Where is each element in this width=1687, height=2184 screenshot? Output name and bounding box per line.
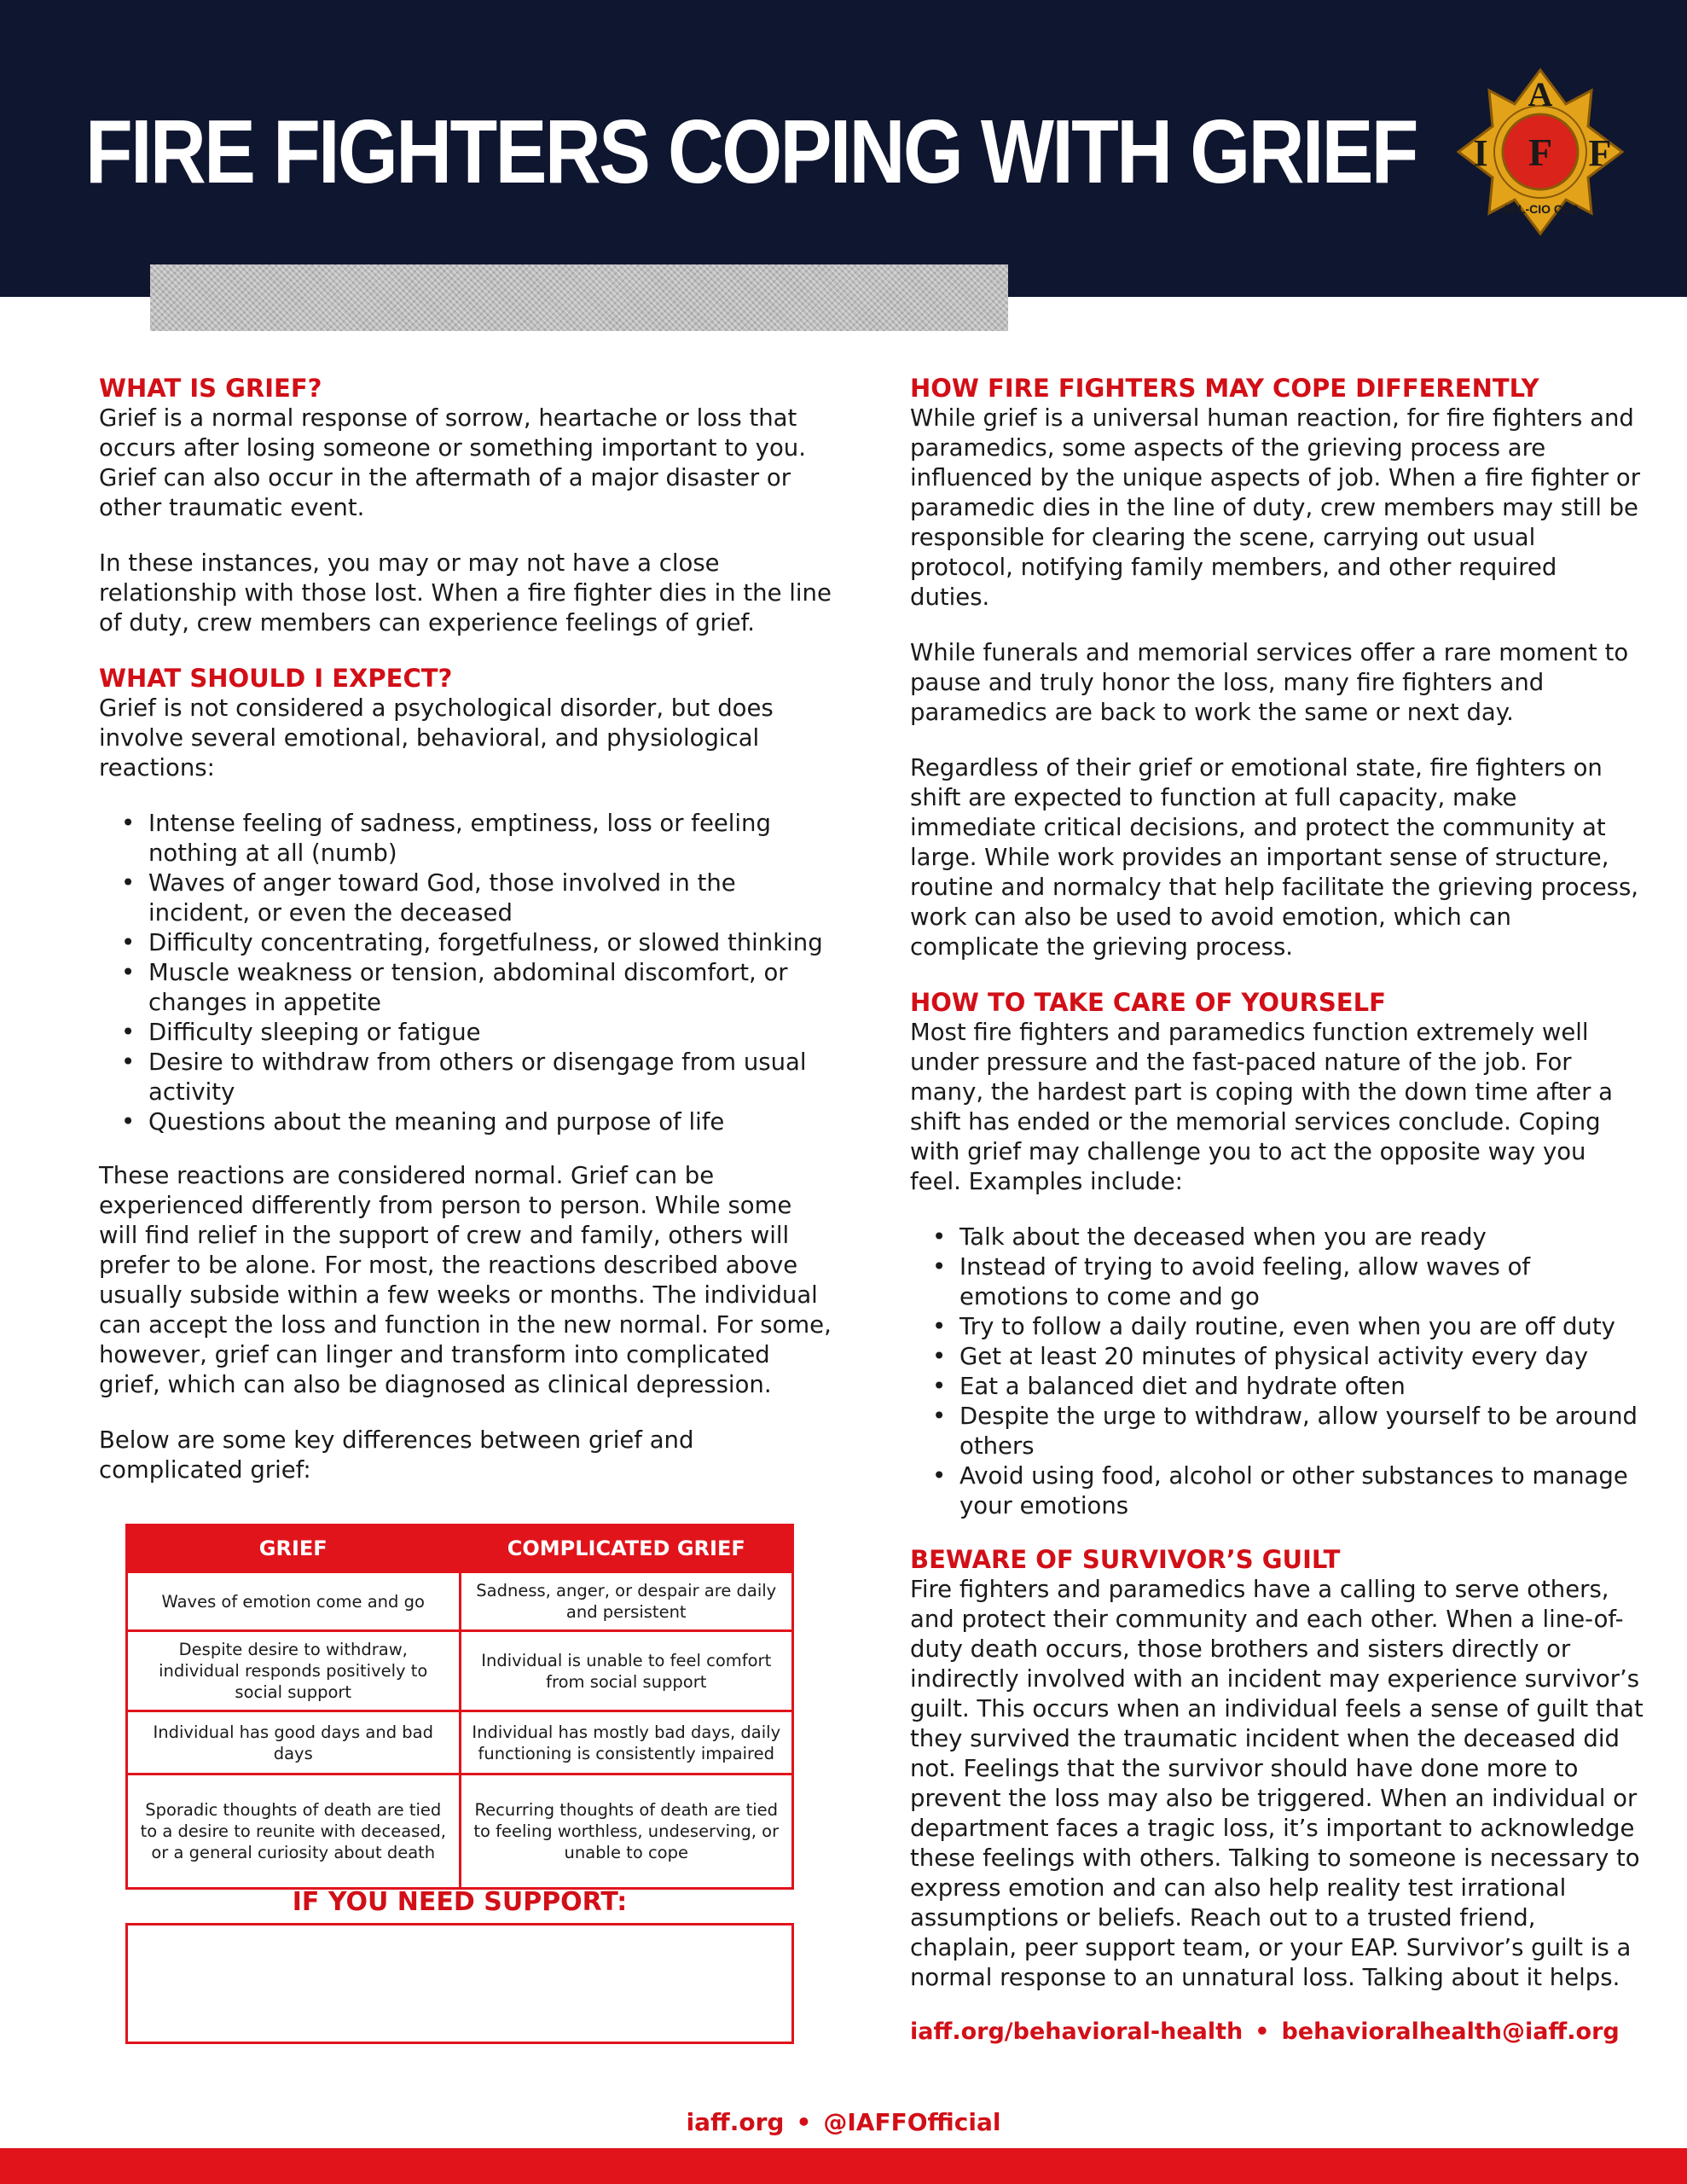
table-cell: Despite desire to withdraw, individual responds positively to social support: [127, 1631, 461, 1711]
table-cell: Individual has good days and bad days: [127, 1711, 461, 1774]
table-header-row: [127, 1525, 793, 1572]
list-item: • Difficulty concentrating, forgetfulness, or slowed thinking: [148, 928, 832, 958]
list-item: • Get at least 20 minutes of physical activity every day: [959, 1342, 1644, 1372]
list-item: • Questions about the meaning and purpose of life: [148, 1107, 832, 1137]
list-item: • Intense feeling of sadness, emptiness, loss or feeling nothing at all (numb): [148, 809, 832, 868]
iaff-logo: [1441, 53, 1639, 251]
list-item: • Desire to withdraw from others or disengage from usual activity: [148, 1048, 832, 1107]
right-column: [910, 374, 1644, 2018]
table-cell: Sadness, anger, or despair are daily and persistent: [460, 1572, 793, 1631]
table-cell: Waves of emotion come and go: [127, 1572, 461, 1631]
list-item: • Try to follow a daily routine, even when you are off duty: [959, 1312, 1644, 1342]
left-column: [99, 374, 832, 1511]
table-cell: Individual has mostly bad days, daily functioning is consistently impaired: [460, 1711, 793, 1774]
list-item: • Waves of anger toward God, those involved in the incident, or even the deceased: [148, 868, 832, 928]
paragraph: Grief is a normal response of sorrow, heartache or loss that occurs after losing someone or something important to you. Grief can also occur in the aftermath of a major disaster or other traumatic event.: [99, 404, 806, 521]
svg-text:F: F: [1528, 131, 1553, 174]
paragraph: Grief is not considered a psychological disorder, but does involve several emotional, behavioral, and physiological reactions:: [99, 694, 774, 781]
table-row: [127, 1774, 793, 1889]
footer-bar: [0, 2148, 1687, 2184]
list-item: • Despite the urge to withdraw, allow yourself to be around others: [959, 1402, 1644, 1461]
table-row: [127, 1631, 793, 1711]
list-item: • Avoid using food, alcohol or other substances to manage your emotions: [959, 1461, 1644, 1521]
table-header-complicated-grief: COMPLICATED GRIEF: [460, 1525, 793, 1572]
heading-cope-differently: HOW FIRE FIGHTERS MAY COPE DIFFERENTLY: [910, 374, 1539, 403]
paragraph: Most fire fighters and paramedics function extremely well under pressure and the fast-paced nature of the job. For many, the hardest part is coping with the down time after a shift has ended or the memorial services conclude. Coping with grief may challenge you to act the opposite way you feel. Examples include:: [910, 1019, 1613, 1195]
separator-dot: •: [1255, 2018, 1270, 2045]
grief-comparison-table: [125, 1524, 794, 1890]
page-title: FIRE FIGHTERS COPING WITH GRIEF: [85, 102, 1417, 202]
heading-what-should-i-expect: WHAT SHOULD I EXPECT?: [99, 664, 453, 693]
paragraph: These reactions are considered normal. Grief can be experienced differently from person to person. While some will find relief in the support of crew and family, others will prefer to be alone. For most, the reactions described above usually subside within a few weeks or months. The individual can accept the loss and function in the new normal. For some, however, grief can linger and transform into complicated grief, which can also be diagnosed as clinical depression.: [99, 1162, 832, 1398]
contact-links: [910, 2017, 1644, 2048]
list-item: • Eat a balanced diet and hydrate often: [959, 1372, 1644, 1402]
paragraph: Fire fighters and paramedics have a calling to serve others, and protect their community and each other. When a line-of-duty death occurs, those brothers and sisters directly or indirectly involved with an incident may experience survivor’s guilt. This occurs when an individual feels a sense of guilt that they survived the traumatic incident when the deceased did not. Feelings that the survivor should have done more to prevent the loss may also be triggered. When an individual or department faces a tragic loss, it’s important to acknowledge these feelings with others. Talking to someone is necessary to express emotion and can also help reality test irrational assumptions or beliefs. Reach out to a trusted friend, chaplain, peer support team, or your EAP. Survivor’s guilt is a normal response to an unnatural loss. Talking about it helps.: [910, 1576, 1644, 1991]
paragraph: Regardless of their grief or emotional state, fire fighters on shift are expected to function at full capacity, make immediate critical decisions, and protect the community at large. While work provides an important sense of structure, routine and normalcy that help facilitate the grieving process, work can also be used to avoid emotion, which can complicate the grieving process.: [910, 754, 1639, 961]
social-handle-link[interactable]: @IAFFOfficial: [823, 2108, 1001, 2136]
email-link[interactable]: behavioralhealth@iaff.org: [1281, 2018, 1620, 2045]
self-care-list: [910, 1223, 1644, 1521]
list-item: • Difficulty sleeping or fatigue: [148, 1018, 832, 1048]
heading-take-care-of-yourself: HOW TO TAKE CARE OF YOURSELF: [910, 988, 1386, 1017]
paragraph: In these instances, you may or may not have a close relationship with those lost. When a fire fighter dies in the line of duty, crew members can experience feelings of grief.: [99, 549, 832, 636]
paragraph: While grief is a universal human reaction, for fire fighters and paramedics, some aspects of the grieving process are influenced by the unique aspects of job. When a fire fighter or paramedic dies in the line of duty, crew members may still be responsible for clearing the scene, carrying out usual protocol, notifying family members, and other required duties.: [910, 404, 1641, 611]
paragraph: While funerals and memorial services offer a rare moment to pause and truly honor the loss, many fire fighters and paramedics are back to work the same or next day.: [910, 639, 1629, 726]
footer-links: [0, 2107, 1687, 2138]
expect-list: [99, 809, 832, 1137]
separator-dot: •: [796, 2108, 812, 2136]
svg-text:I: I: [1473, 132, 1488, 174]
heading-what-is-grief: WHAT IS GRIEF?: [99, 374, 322, 403]
table-cell: Individual is unable to feel comfort from social support: [460, 1631, 793, 1711]
table-cell: Recurring thoughts of death are tied to feeling worthless, undeserving, or unable to cope: [460, 1774, 793, 1889]
svg-text:F: F: [1588, 132, 1612, 174]
paragraph: Below are some key differences between grief and complicated grief:: [99, 1426, 694, 1484]
table-row: [127, 1711, 793, 1774]
table-row: [127, 1572, 793, 1631]
table-header-grief: GRIEF: [127, 1525, 461, 1572]
list-item: • Talk about the deceased when you are ready: [959, 1223, 1644, 1252]
table-cell: Sporadic thoughts of death are tied to a desire to reunite with deceased, or a general curiosity about death: [127, 1774, 461, 1889]
support-box: [125, 1923, 794, 2044]
list-item: • Muscle weakness or tension, abdominal discomfort, or changes in appetite: [148, 958, 832, 1018]
behavioral-health-link[interactable]: iaff.org/behavioral-health: [910, 2018, 1244, 2045]
header-banner: [0, 0, 1687, 297]
svg-text:AFL-CIO CLC: AFL-CIO CLC: [1502, 202, 1579, 216]
website-link[interactable]: iaff.org: [686, 2108, 785, 2136]
heading-survivors-guilt: BEWARE OF SURVIVOR’S GUILT: [910, 1545, 1341, 1574]
support-heading: IF YOU NEED SUPPORT:: [292, 1887, 628, 1917]
svg-text:A: A: [1528, 75, 1553, 113]
list-item: • Instead of trying to avoid feeling, allow waves of emotions to come and go: [959, 1252, 1644, 1312]
subtitle-redacted-banner: [150, 264, 1008, 331]
